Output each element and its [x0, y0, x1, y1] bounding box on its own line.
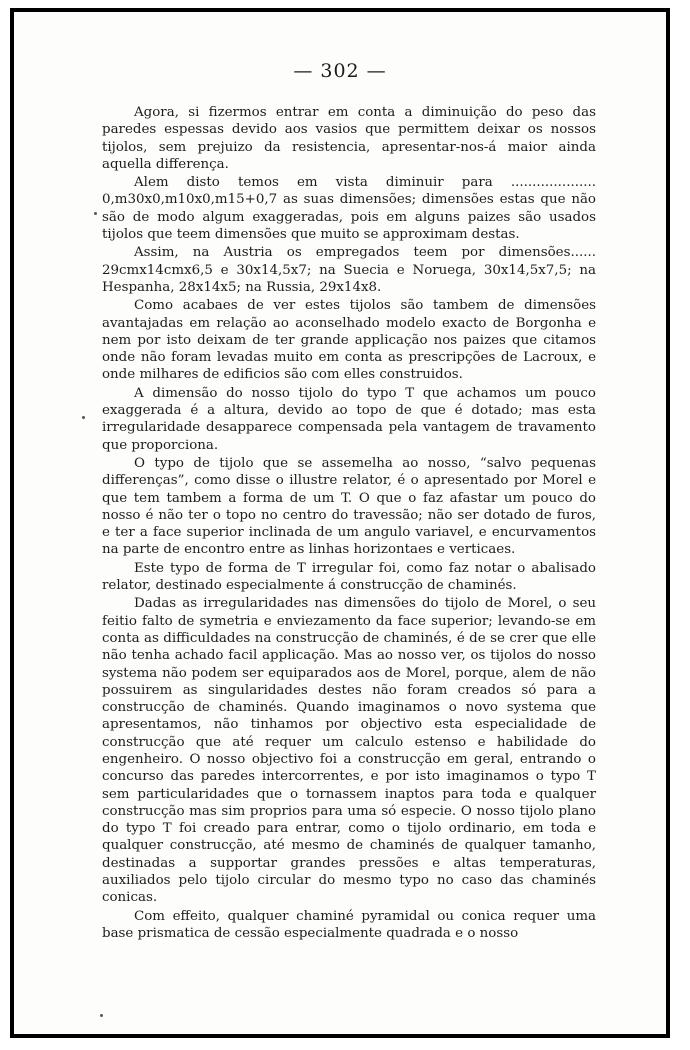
print-speck: [94, 212, 97, 215]
page-number: — 302 —: [293, 60, 387, 82]
print-speck: [82, 416, 85, 419]
page-frame: [10, 8, 670, 1038]
paragraph: Agora, si fizermos entrar em conta a diminuição do peso das paredes espessas devido aos vasios que permittem deixar os nossos tijolos, sem prejuizo da resistencia, apresentar-nos-á maior ainda aquella differença.: [102, 105, 596, 172]
paragraph: O typo de tijolo que se assemelha ao nosso, “salvo pequenas differenças”, como disse o illustre relator, é o apresentado por Morel e que tem tambem a forma de um T. O que o faz afastar um pouco do nosso é não ter o topo no centro do travessão; não ser dotado de furos, e ter a face superior inclinada de um angulo variavel, e encurvamentos na parte de encontro entre as linhas horizontaes e verticaes.: [102, 455, 596, 558]
print-speck: [100, 1014, 103, 1017]
paragraph: Alem disto temos em vista diminuir para .................... 0,m30x0,m10x0,m15+0,7 as suas dimensões; dimensões estas que não são de modo algum exaggeradas, pois em alguns paizes são usados tijolos que teem dimensões que muito se approximam destas.: [102, 175, 596, 243]
paragraph: Assim, na Austria os empregados teem por dimensões...... 29cmx14cmx6,5 e 30x14,5x7; na Suecia e Noruega, 30x14,5x7,5; na Hespanha, 28x14x5; na Russia, 29x14x8.: [102, 245, 596, 295]
paragraph: Este typo de forma de T irregular foi, como faz notar o abalisado relator, destinado especialmente á construcção de chaminés.: [102, 560, 596, 594]
paragraph: Com effeito, qualquer chaminé pyramidal ou conica requer uma base prismatica de cessão especialmente quadrada e o nosso: [102, 908, 596, 941]
paragraph: A dimensão do nosso tijolo do typo T que achamos um pouco exaggerada é a altura, devido ao topo de que é dotado; mas esta irregularidade desapparece compensada pela vantagem de travamento que proporciona.: [102, 385, 596, 453]
paragraph: Dadas as irregularidades nas dimensões do tijolo de Morel, o seu feitio falto de symetria e enviezamento da face superior; levando-se em conta as difficuldades na construcção de chaminés, é de se crer que elle não tenha achado facil applicação. Mas ao nosso ver, os tijolos do nosso systema não podem ser equiparados aos de Morel, porque, alem de não possuirem as singularidades destes não foram creados só para a construcção de chaminés. Quando imaginamos o novo systema que apresentamos, não tinhamos por objectivo esta especialidade de construcção que até requer um calculo estenso e habilidade do engenheiro. O nosso objectivo foi a construcção em geral, entrando o concurso das paredes intercorrentes, e por isto imaginamos o typo T sem particularidades que o tornassem inaptos para toda e qualquer construcção mas sim proprios para uma só especie. O nosso tijolo plano do typo T foi creado para entrar, como o tijolo ordinario, em toda e qualquer construcção, até mesmo de chaminés de qualquer tamanho, destinadas a supportar grandes pressões e altas temperaturas, auxiliados pelo tijolo circular do mesmo typo no caso das chaminés conicas.: [102, 596, 596, 906]
document-body: [102, 104, 596, 943]
paragraph: Como acabaes de ver estes tijolos são tambem de dimensões avantajadas em relação ao aconselhado modelo exacto de Borgonha e nem por isto deixam de ter grande applicação nos paizes que citamos onde não foram levadas muito em conta as prescripções de Lacroux, e onde milhares de edificios são com elles construidos.: [102, 298, 596, 383]
